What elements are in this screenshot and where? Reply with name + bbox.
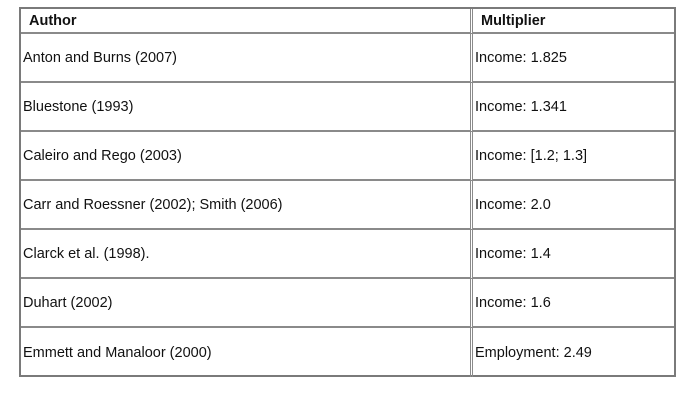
- table-row: [21, 132, 674, 181]
- table-row: [21, 83, 674, 132]
- author-cell: Duhart (2002): [21, 279, 473, 328]
- author-cell: Caleiro and Rego (2003): [21, 132, 473, 181]
- multiplier-table: [19, 7, 676, 377]
- multiplier-cell: Income: [1.2; 1.3]: [473, 132, 674, 181]
- table-row: [21, 230, 674, 279]
- table-row: [21, 181, 674, 230]
- multiplier-cell: Employment: 2.49: [475, 344, 592, 361]
- table-row: [21, 279, 674, 328]
- multiplier-cell: Income: 2.0: [473, 181, 674, 230]
- author-cell: Anton and Burns (2007): [21, 34, 473, 83]
- header-row: [21, 9, 674, 34]
- multiplier-cell: Income: 1.6: [473, 279, 674, 328]
- author-cell: Bluestone (1993): [21, 83, 473, 132]
- author-cell: Carr and Roessner (2002); Smith (2006): [21, 181, 473, 230]
- table-row: [21, 34, 674, 83]
- column-header-multiplier: Multiplier: [473, 9, 674, 34]
- multiplier-cell: Income: 1.341: [473, 83, 674, 132]
- table-row: [21, 328, 674, 377]
- author-cell: Clarck et al. (1998).: [21, 230, 473, 279]
- author-cell: Emmett and Manaloor (2000): [21, 328, 473, 377]
- multiplier-cell: Income: 1.825: [473, 34, 674, 83]
- column-header-author: Author: [21, 9, 473, 34]
- data-table: [21, 9, 674, 377]
- multiplier-cell: Income: 1.4: [473, 230, 674, 279]
